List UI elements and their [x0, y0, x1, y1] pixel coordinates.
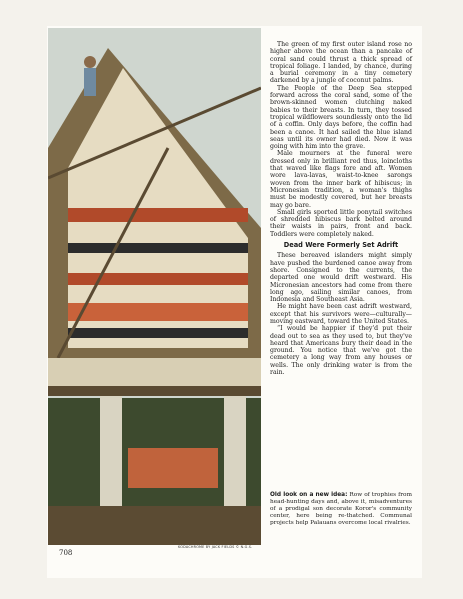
paragraph: The green of my first outer island rose no higher above the ocean than a pancake of coral sand could thrust a thick spread of tropical foliage. I landed, by chance, during a burial ceremony in a tiny cemetery darkened by a jungle of coconut palms.	[270, 41, 412, 85]
paragraph: The People of the Deep Sea stepped forward across the coral sand, some of the brown-skinned women clutching naked babies to their breasts. In turn, they tossed tropical wildflowers soundlessly onto the lid of a coffin. Only days before, the coffin had been a canoe. It had sailed the blue island seas until its owner had died. Now it was going with him into the grave.	[270, 84, 412, 151]
paragraph: Small girls sported little ponytail switches of shredded hibiscus bark belted around their waists in pairs, front and back. Toddlers were completely naked.	[270, 208, 412, 238]
paragraph: These bereaved islanders might simply have pushed the burdened canoe away from shore. Consigned to the currents, the departed one would drift westward. His Micronesian ancestors had come from there long ago, sailing similar canoes, from Indonesia and Southeast Asia.	[270, 252, 412, 304]
caption-text: Row of trophies from head-hunting days and, above it, misadventures of a prodigal son decorate Koror's community center, here being re-thatched. Communal projects help Palauans overcome local rivalries.	[270, 492, 412, 526]
subhead: Dead Were Formerly Set Adrift	[283, 241, 399, 250]
photo-caption	[270, 492, 412, 527]
paragraph: He might have been cast adrift westward, except that his survivors were—culturally—moving eastward, toward the United States.	[270, 303, 412, 325]
paragraph: “I would be happier if they'd put their dead out to sea as they used to, but they've heard that Americans bury their dead in the ground. You notice that we've got the cemetery a long way from any houses or wells. The only drinking water is from the rain.	[270, 325, 412, 377]
paragraph: Male mourners at the funeral were dressed only in brilliant red thus, loincloths that waved like flags fore and aft. Women wore lava-lavas, waist-to-knee sarongs woven from the inner bark of hibiscus; in Micronesian tradition, a woman's thighs must be modestly covered, but her breasts may go bare.	[270, 150, 412, 209]
article-column	[270, 41, 412, 376]
caption-lead: Old look on a new idea:	[270, 492, 348, 498]
page-number: 708	[59, 549, 73, 557]
photo-credit: KODACHROME BY JACK FIELDS © N.G.S.	[178, 545, 253, 549]
photo-community-center	[48, 28, 261, 545]
house-illustration	[48, 28, 261, 545]
